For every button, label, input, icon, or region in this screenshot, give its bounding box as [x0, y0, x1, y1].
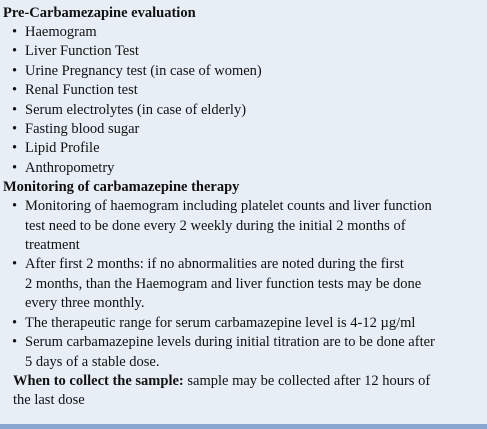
- pre-evaluation-list: [3, 23, 481, 178]
- note-text: sample may be collected after 12 hours of: [183, 372, 431, 389]
- note-second-line: the last dose: [13, 392, 85, 409]
- list-item-line: • Serum carbamazepine levels during initial titration are to be done after: [25, 334, 435, 351]
- list-item-line: test need to be done every 2 weekly during the initial 2 months of: [25, 217, 406, 234]
- list-item: • Urine Pregnancy test (in case of women): [3, 62, 481, 81]
- list-item: [3, 255, 481, 313]
- list-item-line: 5 days of a stable dose.: [25, 353, 160, 370]
- section-heading-monitoring: Monitoring of carbamazepine therapy: [3, 179, 240, 196]
- list-item: • Liver Function Test: [3, 42, 481, 61]
- sample-collection-note: [3, 372, 481, 411]
- list-item: • Lipid Profile: [3, 139, 481, 158]
- list-item-line: • After first 2 months: if no abnormalities are noted during the first: [25, 256, 404, 273]
- list-item: • Renal Function test: [3, 81, 481, 100]
- list-item-line: • Monitoring of haemogram including platelet counts and liver function: [25, 198, 432, 215]
- note-first-line: [13, 372, 481, 391]
- list-item: • Fasting blood sugar: [3, 120, 481, 139]
- monitoring-list: [3, 197, 481, 372]
- list-item-line: 2 months, than the Haemogram and liver function tests may be done: [25, 275, 422, 292]
- list-item: • Anthropometry: [3, 159, 481, 178]
- list-item-line: treatment: [25, 237, 80, 254]
- list-item: [3, 314, 481, 333]
- list-item: [3, 197, 481, 255]
- note-label: When to collect the sample:: [13, 372, 184, 389]
- list-item: [3, 333, 481, 372]
- list-item: • Haemogram: [3, 23, 481, 42]
- list-item-line: every three monthly.: [25, 295, 145, 312]
- bottom-rule: [0, 424, 487, 429]
- section-heading-pre-evaluation: Pre-Carbamezapine evaluation: [3, 5, 196, 21]
- list-item-line: • The therapeutic range for serum carbamazepine level is 4-12 µg/ml: [25, 314, 416, 331]
- list-item: • Serum electrolytes (in case of elderly): [3, 101, 481, 120]
